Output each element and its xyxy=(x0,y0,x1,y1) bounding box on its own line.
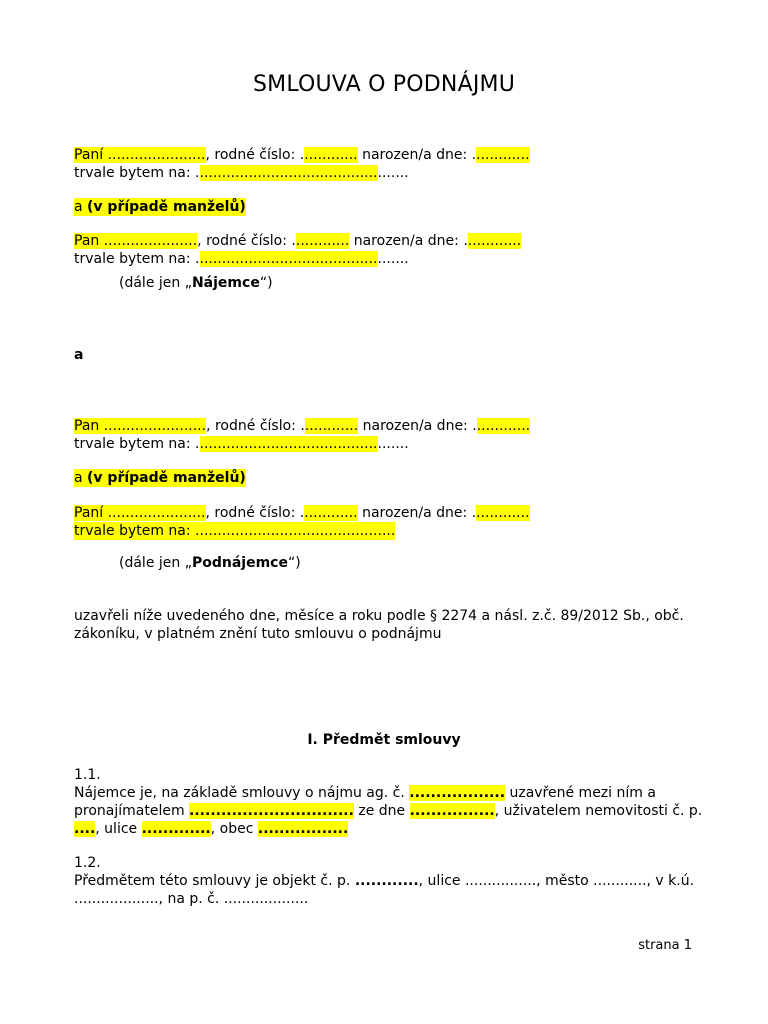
and-separator: a xyxy=(74,347,84,363)
party2-name: Pan ..................... xyxy=(74,233,198,249)
subtenant-definition: (dále jen „Podnájemce“) xyxy=(119,555,301,571)
party3-line1: Pan ......................., rodné číslo: ............. narozen/a dne: ............. xyxy=(74,418,531,434)
party1-line1: Paní ......................, rodné číslo: ............. narozen/a dne: ............. xyxy=(74,147,530,163)
paragraph-1-1-line3: ...., ulice ............., obec ................. xyxy=(74,821,349,837)
paragraph-1-2-line1: Předmětem této smlouvy je objekt č. p. ............, ulice ................, město ............, v k.ú. xyxy=(74,873,695,889)
paragraph-1-1-line1: Nájemce je, na základě smlouvy o nájmu ag. č. .................. uzavřené mezi ním a xyxy=(74,785,656,801)
party2-line2: trvale bytem na: ................................................ xyxy=(74,251,409,267)
party4-name: Paní ...................... xyxy=(74,505,206,521)
party3-line2: trvale bytem na: ................................................ xyxy=(74,436,409,452)
intro-line1: uzavřeli níže uvedeného dne, měsíce a roku podle § 2274 a násl. z.č. 89/2012 Sb., obč. xyxy=(74,608,684,624)
paragraph-1-1-number: 1.1. xyxy=(74,767,101,783)
party1-line2: trvale bytem na: ................................................ xyxy=(74,165,409,181)
tenant-definition: (dále jen „Nájemce“) xyxy=(119,275,273,291)
intro-line2: zákoníku, v platném znění tuto smlouvu o podnájmu xyxy=(74,626,442,642)
party4-line1: Paní ......................, rodné číslo: ............. narozen/a dne: ............. xyxy=(74,505,530,521)
section1-heading: I. Předmět smlouvy xyxy=(307,732,461,748)
party1-name: Paní ...................... xyxy=(74,147,206,163)
spouse-note-2: a (v případě manželů) xyxy=(74,470,246,486)
party2-line1: Pan ....................., rodné číslo: ............. narozen/a dne: ............. xyxy=(74,233,522,249)
spouse-note-1: a (v případě manželů) xyxy=(74,199,246,215)
party4-line2: trvale bytem na: ............................................. xyxy=(74,523,396,539)
document-title: SMLOUVA O PODNÁJMU xyxy=(252,72,516,97)
page-number: strana 1 xyxy=(638,938,692,953)
paragraph-1-2-number: 1.2. xyxy=(74,855,101,871)
paragraph-1-2-line2: ..................., na p. č. ................... xyxy=(74,891,309,907)
party3-name: Pan ....................... xyxy=(74,418,207,434)
paragraph-1-1-line2: pronajímatelem ............................... ze dne ................, uživatelem nemovitosti č. p. xyxy=(74,803,703,819)
